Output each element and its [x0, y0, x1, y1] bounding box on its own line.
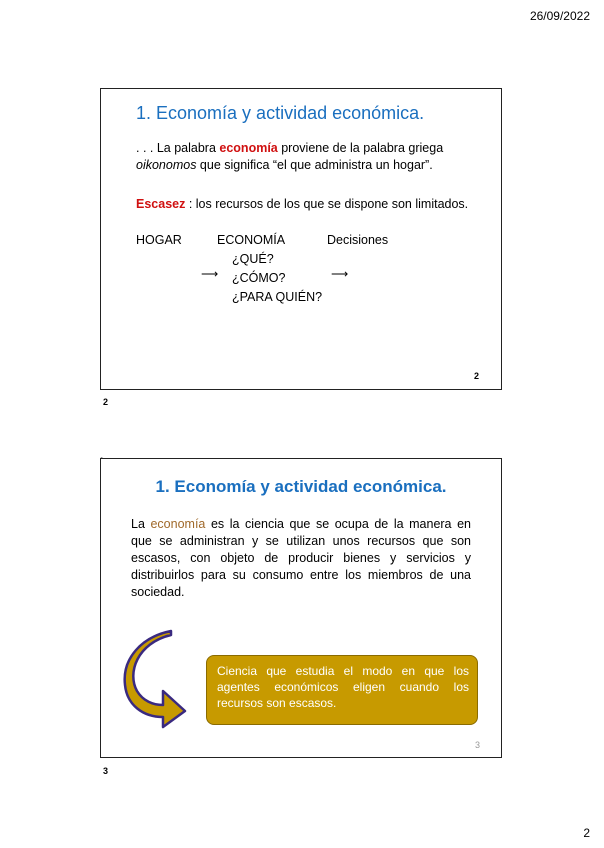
slide-number: 3 [475, 740, 481, 750]
slide-2 [100, 88, 502, 390]
slide-caption-number: 2 [103, 397, 109, 407]
slide-3 [100, 458, 502, 758]
slide-title: 1. Economía y actividad económica. [155, 477, 447, 496]
escasez-paragraph [136, 196, 491, 213]
curved-arrow-icon [123, 629, 193, 729]
intro-suffix: que significa “el que administra un hogar”. [196, 158, 433, 172]
intro-mid: proviene de la palabra griega [277, 141, 444, 155]
print-date: 26/09/2022 [529, 9, 590, 23]
label-economia: ECONOMÍA [217, 233, 286, 247]
definition-box-text: Ciencia que estudia el modo en que los agentes económicos eligen cuando los recursos son escasos. [217, 664, 469, 710]
arrow-right-icon: ⟶ [201, 267, 219, 281]
label-decisiones: Decisiones [327, 233, 389, 247]
escasez-label: Escasez [136, 197, 186, 211]
arrow-right-icon: ⟶ [331, 267, 349, 281]
definition-paragraph [131, 516, 471, 601]
definition-box [206, 655, 478, 725]
intro-prefix: . . . La palabra [136, 141, 220, 155]
def-prefix: La [131, 517, 151, 531]
question-como: ¿CÓMO? [232, 271, 286, 285]
page-number: 2 [583, 826, 590, 840]
slide-title: 1. Economía y actividad económica. [136, 103, 425, 123]
keyword-oikonomos: oikonomos [136, 158, 197, 172]
slide-number: 2 [474, 371, 480, 381]
keyword-economia: economía [150, 517, 206, 531]
label-hogar: HOGAR [136, 233, 182, 247]
keyword-economia: economía [219, 141, 278, 155]
question-que: ¿QUÉ? [232, 252, 274, 266]
def-text: es la ciencia que se ocupa de la manera en que se administran y se utilizan unos recursos que son escasos, con objeto de producir bienes y servicios y distribuirlos para su consumo entre los miembros de una sociedad. [131, 517, 471, 599]
question-para-quien: ¿PARA QUIÉN? [232, 290, 323, 304]
slide-caption-number: 3 [103, 766, 109, 776]
escasez-text: : los recursos de los que se dispone son limitados. [185, 197, 469, 211]
intro-paragraph [136, 140, 491, 174]
